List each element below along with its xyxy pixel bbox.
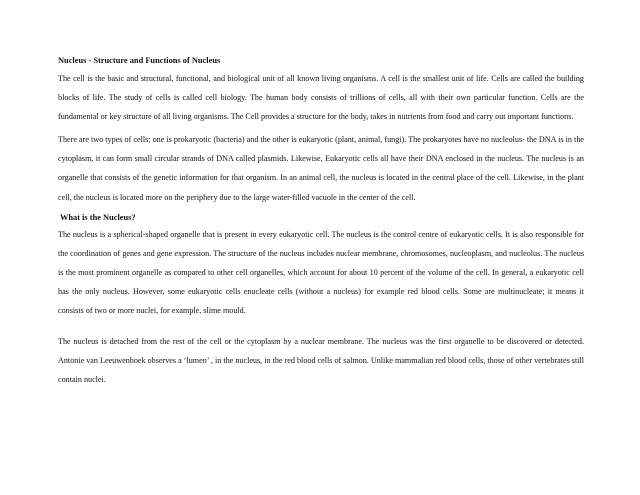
document-page (58, 55, 584, 389)
paragraph-nucleus-discovery: The nucleus is detached from the rest of the cell or the cytoplasm by a nuclear membrane. The nucleus was the first organelle to be discovered or detected. Antonie van Leeuwenhoek observes a ‘lumen’ , in the nucleus, in the red blood cells of salmon. Unlike mammalian red blood cells, those of other vertebrates still contain nuclei. (58, 337, 584, 385)
paragraph-nucleus-definition: The nucleus is a spherical-shaped organelle that is present in every eukaryotic cell. The nucleus is the control centre of eukaryotic cells. It is also responsible for the coordination of genes and gene expression. The structure of the nucleus includes nuclear membrane, chromosomes, nucleoplasm, and nucleolus. The nucleus is the most prominent organelle as compared to other cell organelles, which account for about 10 percent of the volume of the cell. In general, a eukaryotic cell has the only nucleus. However, some eukaryotic cells enucleate cells (without a nucleus) for example red blood cells. Some are multinucleate; it means it consists of two or more nuclei, for example, slime mould. (58, 229, 584, 316)
paragraph-cell-intro: The cell is the basic and structural, functional, and biological unit of all known living organisms. A cell is the smallest unit of life. Cells are called the building blocks of life. The study of cells is called cell biology. The human body consists of trillions of cells, all with their own particular function. Cells are the fundamental or key structure of all living organisms. The Cell provides a structure for the body, takes in nutrients from food and carry out important functions. (58, 74, 584, 122)
paragraph-cell-types: There are two types of cells; one is prokaryotic (bacteria) and the other is eukaryotic (plant, animal, fungi). The prokaryotes have no nucleolus- the DNA is in the cytoplasm, it can form small circular strands of DNA called plasmids. Likewise, Eukaryotic cells all have their DNA enclosed in the nucleus. The nucleus is an organelle that consists of the genetic information for that organism. In an animal cell, the nucleus is located in the central place of the cell. Likewise, in the plant cell, the nucleus is located more on the periphery due to the large water-filled vacuole in the center of the cell. (58, 135, 584, 202)
document-title: Nucleus - Structure and Functions of Nucleus (58, 56, 221, 65)
section-heading-what-is-nucleus: What is the Nucleus? (60, 212, 136, 222)
